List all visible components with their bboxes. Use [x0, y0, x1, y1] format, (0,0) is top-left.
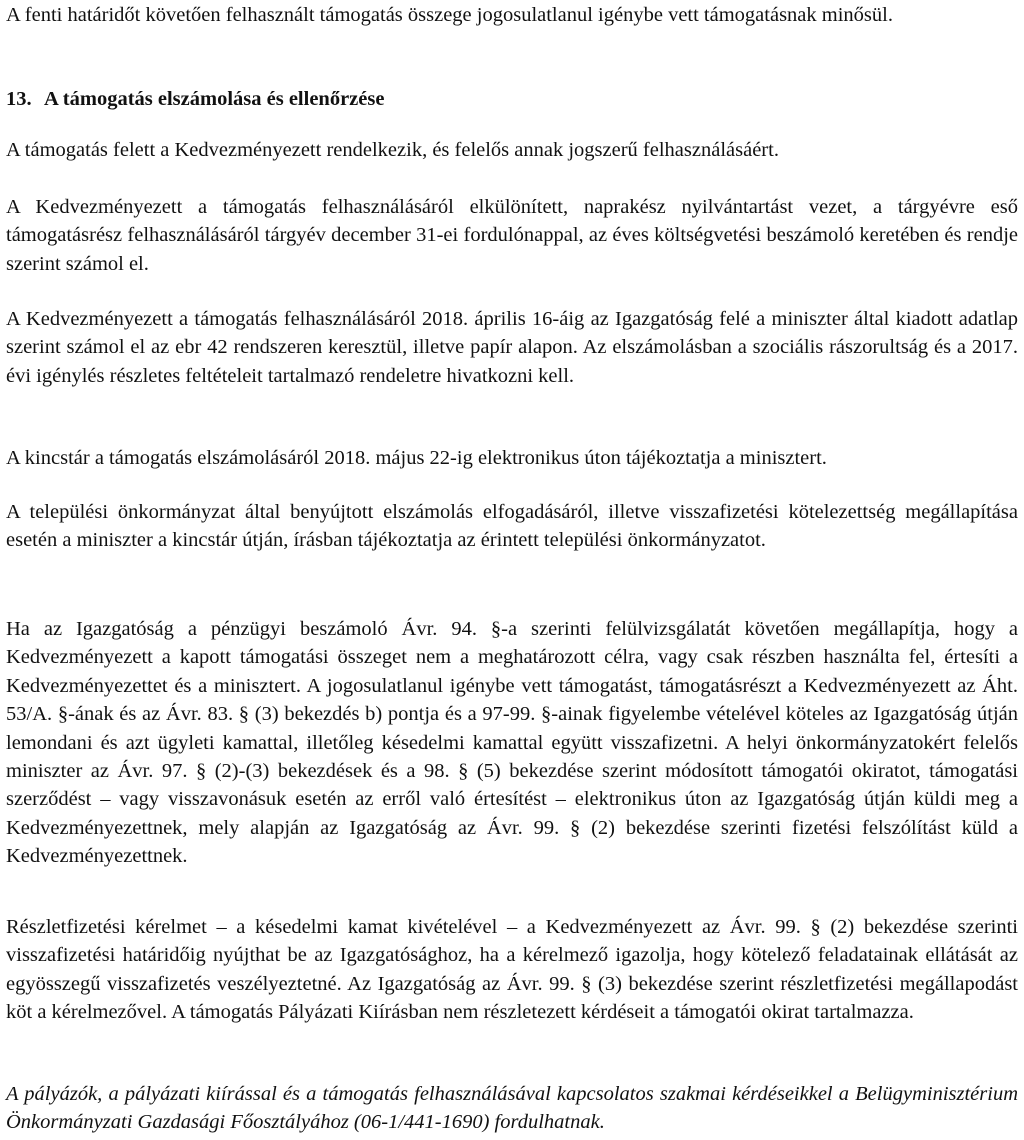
paragraph-responsibility: A támogatás felett a Kedvezményezett rendelkezik, és felelős annak jogszerű felhasználásáért. — [6, 139, 779, 161]
paragraph-records: A Kedvezményezett a támogatás felhasználásáról elkülönített, naprakész nyilvántartást vezet, a tárgyévre eső támogatásrész felhasználásáról tárgyév december 31-ei fordulónappal, az éves költségvetési beszámoló keretében és rendje szerint számol el. — [6, 196, 1018, 275]
intro-paragraph: A fenti határidőt követően felhasznált támogatás összege jogosulatlanul igénybe vett támogatásnak minősül. — [6, 4, 893, 26]
paragraph-treasury-report: A kincstár a támogatás elszámolásáról 2018. május 22-ig elektronikus úton tájékoztatja a minisztert. — [6, 447, 827, 469]
paragraph-acceptance-notice: A települési önkormányzat által benyújtott elszámolás elfogadásáról, illetve visszafizetési kötelezettség megállapítása esetén a miniszter a kincstár útján, írásban tájékoztatja az érintett települési önkormányzatot. — [6, 501, 1018, 552]
footnote-contact: A pályázók, a pályázati kiírással és a támogatás felhasználásával kapcsolatos szakmai kérdéseikkel a Belügyminisztérium Önkormányzati Gazdasági Főosztályához (06-1/441-1690) fordulhatnak. — [6, 1083, 1018, 1134]
paragraph-settlement-deadline: A Kedvezményezett a támogatás felhasználásáról 2018. április 16-áig az Igazgatóság felé a miniszter által kiadott adatlap szerint számol el az ebr 42 rendszeren keresztül, illetve papír alapon. Az elszámolásban a szociális rászorultság és a 2017. évi igénylés részletes feltételeit tartalmazó rendeletre hivatkozni kell. — [6, 308, 1018, 387]
section-title: A támogatás elszámolása és ellenőrzése — [44, 88, 385, 110]
section-number: 13. — [6, 88, 32, 110]
section-heading — [6, 85, 1018, 113]
paragraph-installments: Részletfizetési kérelmet – a késedelmi kamat kivételével – a Kedvezményezett az Ávr. 99. § (2) bekezdése szerinti visszafizetési határidőig nyújthat be az Igazgatósághoz, ha a kérelmező igazolja, hogy kötelező feladatainak ellátását az egyösszegű visszafizetés veszélyeztetné. Az Igazgatóság az Ávr. 99. § (3) bekezdése szerint részletfizetési megállapodást köt a kérelmezővel. A támogatás Pályázati Kiírásban nem részletezett kérdéseit a támogatói okirat tartalmazza. — [6, 916, 1018, 1024]
paragraph-repayment: Ha az Igazgatóság a pénzügyi beszámoló Ávr. 94. §-a szerinti felülvizsgálatát követően megállapítja, hogy a Kedvezményezett a kapott támogatási összeget nem a meghatározott célra, vagy csak részben használta fel, értesíti a Kedvezményezettet és a minisztert. A jogosulatlanul igénybe vett támogatást, támogatásrészt a Kedvezményezett az Áht. 53/A. §-ának és az Ávr. 83. § (3) bekezdés b) pontja és a 97-99. §-ainak figyelembe vételével köteles az Igazgatóság útján lemondani és azt ügyleti kamattal, illetőleg késedelmi kamattal együtt visszafizetni. A helyi önkormányzatokért felelős miniszter az Ávr. 97. § (2)-(3) bekezdések és a 98. § (5) bekezdése szerint módosított támogatói okiratot, támogatási szerződést – vagy visszavonásuk esetén az erről való értesítést – elektronikus úton az Igazgatóság útján küldi meg a Kedvezményezettnek, mely alapján az Igazgatóság az Ávr. 99. § (2) bekezdése szerinti fizetési felszólítást küld a Kedvezményezettnek. — [6, 618, 1018, 868]
